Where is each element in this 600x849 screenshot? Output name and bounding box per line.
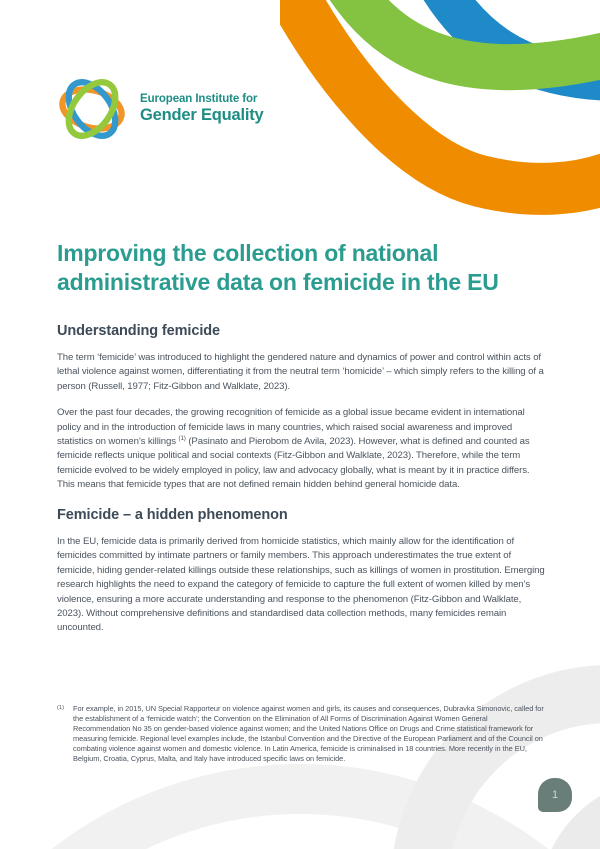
swoosh-orange-arc xyxy=(286,0,600,189)
page-title: Improving the collection of national administrative data on femicide in the EU xyxy=(57,240,499,295)
paragraph: The term ‘femicide’ was introduced to highlight the gendered nature and dynamics of power and control within acts of lethal violence against women, differentiating it from the neutral term ‘homicide’ – which simply refers to the killing of a person (Russell, 1977; Fitz-Gibbon and Walklate, 2023). xyxy=(57,351,544,392)
document-content xyxy=(57,239,546,648)
paragraph-text: Over the past four decades, the growing recognition of femicide as a global issue became evident in international policy and in the introduction of femicide laws in many countries, which raised social awareness and improved statistics on women’s killings xyxy=(57,407,525,447)
watermark-arc-outer xyxy=(0,789,600,849)
footnote xyxy=(57,704,544,763)
section-heading-understanding-femicide: Understanding femicide xyxy=(57,322,220,339)
section-heading-femicide-hidden-phenomenon: Femicide – a hidden phenomenon xyxy=(57,506,288,523)
top-right-swoosh-decoration xyxy=(280,0,600,232)
paragraph-text: (Pasinato and Pierobom de Avila, 2023). However, what is defined and counted as femicide reflects unique political and social contexts (Fitz-Gibbon and Walklate, 2023). Therefore, while the term femicide evolved to be widely employed in policy, law and advocacy globally, what is meant by it in practice differs. This means that femicide types that are not defined remain hidden behind general homicide data. xyxy=(57,435,530,491)
watermark-arc-corner xyxy=(570,809,600,849)
logo-wordmark xyxy=(140,92,264,126)
footnote-ref: (1) xyxy=(178,434,186,442)
footnote-text: For example, in 2015, UN Special Rapporteur on violence against women and girls, its causes and consequences, Dubravka Simonovic, called for the establishment of a ‘femicide watch’; the Convention on the Elimination of All Forms of Discrimination Against Women General Recommendation No 35 on gender-based violence against women; and the United Nations Office on Drugs and Crime statistical framework for measuring femicide. Regional level examples include, the Istanbul Convention and the Directive of the European Parliament and of the Council on combating violence against women and domestic violence. In Latin America, femicide is criminalised in 18 countries. More recently in the EU, Belgium, Croatia, Cyprus, Malta, and Italy have introduced specific laws on femicide. xyxy=(73,704,544,763)
paragraph: In the EU, femicide data is primarily derived from homicide statistics, which mainly allow for the identification of femicides committed by intimate partners or family members. This approach underestimates the true extent of femicide, hiding gender-related killings outside these relationships, such as killings of women in prostitution. Emerging research highlights the need to expand the category of femicide to capture the full extent of women killed by men’s violence, ensuring a more accurate understanding and response to the phenomenon (Fitz-Gibbon and Walklate, 2023). Without comprehensive definitions and standardised data collection methods, many femicides remain uncounted. xyxy=(57,535,545,634)
page-number: 1 xyxy=(551,789,559,801)
page-number-badge xyxy=(538,778,572,812)
logo-org-line1: European Institute for xyxy=(140,92,258,105)
eige-logo xyxy=(55,66,264,152)
paragraph xyxy=(57,406,546,492)
eige-logo-icon xyxy=(55,66,129,152)
logo-ring-green xyxy=(59,74,124,145)
footnote-marker: (1) xyxy=(57,705,65,711)
logo-org-line2: Gender Equality xyxy=(140,106,264,125)
